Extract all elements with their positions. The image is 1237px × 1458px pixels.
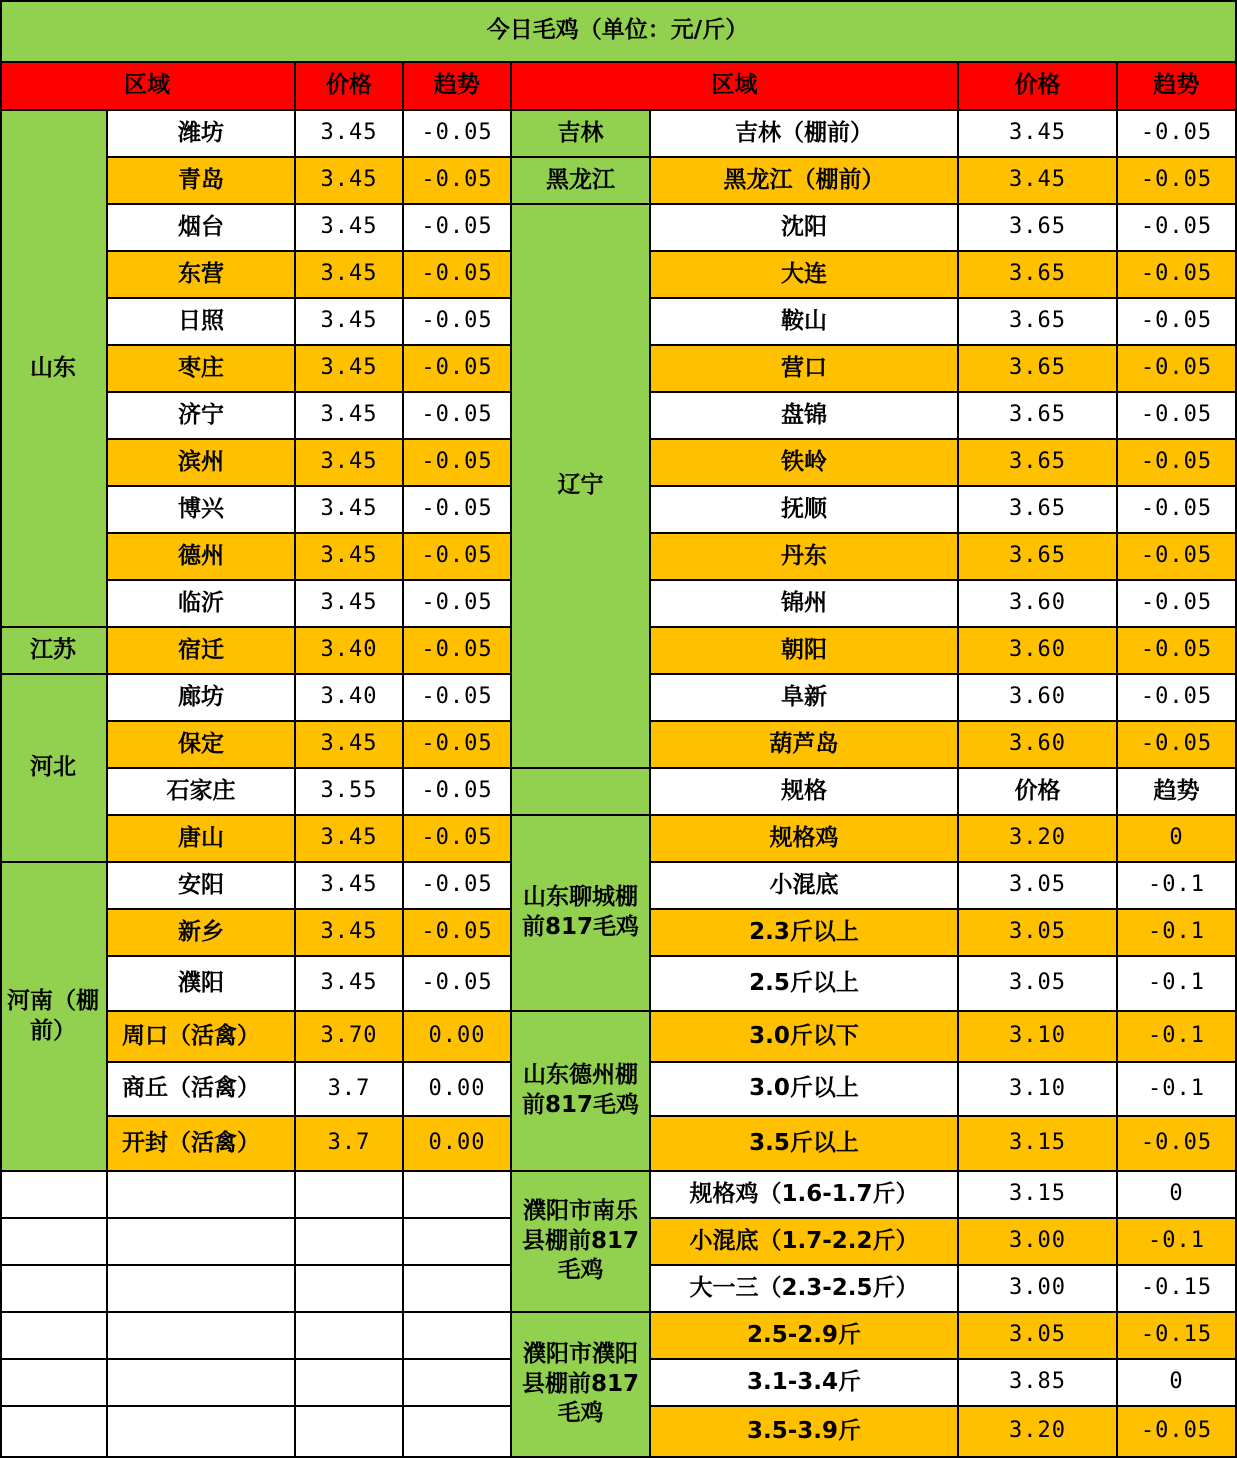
- price-cell: 3.45: [296, 863, 404, 910]
- price-cell: 3.45: [296, 440, 404, 487]
- city-cell: 日照: [108, 299, 296, 346]
- spec-cell: 阜新: [651, 675, 959, 722]
- price-cell: 3.05: [959, 863, 1118, 910]
- empty-cell: [404, 1360, 512, 1407]
- trend-cell: -0.05: [404, 863, 512, 910]
- city-cell: 东营: [108, 252, 296, 299]
- city-cell: 德州: [108, 534, 296, 581]
- price-cell: 3.40: [296, 675, 404, 722]
- trend-cell: -0.1: [1118, 957, 1237, 1012]
- spec-cell: 大一三（2.3-2.5斤）: [651, 1266, 959, 1313]
- trend-cell: 0: [1118, 816, 1237, 863]
- trend-cell: -0.05: [404, 769, 512, 816]
- spec-cell: 小混底: [651, 863, 959, 910]
- trend-cell: 0.00: [404, 1117, 512, 1172]
- price-cell: 3.45: [296, 299, 404, 346]
- trend-cell: -0.05: [404, 581, 512, 628]
- spec-cell: 3.5斤以上: [651, 1117, 959, 1172]
- trend-cell: -0.05: [404, 205, 512, 252]
- price-cell: 3.45: [959, 158, 1118, 205]
- trend-cell: -0.05: [1118, 346, 1237, 393]
- city-cell: 濮阳: [108, 957, 296, 1012]
- trend-cell: -0.05: [1118, 675, 1237, 722]
- region-cell: 山东聊城棚前817毛鸡: [512, 816, 651, 1012]
- trend-cell: -0.05: [1118, 534, 1237, 581]
- spec-cell: 抚顺: [651, 487, 959, 534]
- trend-cell: -0.1: [1118, 1063, 1237, 1117]
- price-cell: 3.45: [959, 111, 1118, 158]
- trend-cell: -0.15: [1118, 1313, 1237, 1360]
- trend-cell: -0.05: [1118, 581, 1237, 628]
- price-cell: 价格: [959, 769, 1118, 816]
- price-cell: 3.45: [296, 487, 404, 534]
- trend-cell: -0.05: [404, 346, 512, 393]
- price-cell: 3.20: [959, 816, 1118, 863]
- empty-cell: [0, 1313, 108, 1360]
- city-cell: 枣庄: [108, 346, 296, 393]
- spec-cell: 朝阳: [651, 628, 959, 675]
- spec-cell: 沈阳: [651, 205, 959, 252]
- empty-cell: [296, 1266, 404, 1313]
- price-cell: 3.45: [296, 252, 404, 299]
- price-cell: 3.65: [959, 346, 1118, 393]
- price-cell: 3.05: [959, 910, 1118, 957]
- city-cell: 周口（活禽）: [108, 1012, 296, 1063]
- price-cell: 3.45: [296, 205, 404, 252]
- empty-cell: [108, 1266, 296, 1313]
- price-cell: 3.7: [296, 1063, 404, 1117]
- header-region-right: 区域: [512, 63, 959, 111]
- spec-cell: 吉林（棚前）: [651, 111, 959, 158]
- city-cell: 廊坊: [108, 675, 296, 722]
- price-cell: 3.05: [959, 957, 1118, 1012]
- spec-cell: 盘锦: [651, 393, 959, 440]
- city-cell: 潍坊: [108, 111, 296, 158]
- header-price-right: 价格: [959, 63, 1118, 111]
- region-cell: 山东德州棚前817毛鸡: [512, 1012, 651, 1172]
- trend-cell: -0.05: [1118, 440, 1237, 487]
- spec-cell: 黑龙江（棚前）: [651, 158, 959, 205]
- spec-cell: 营口: [651, 346, 959, 393]
- city-cell: 滨州: [108, 440, 296, 487]
- price-cell: 3.45: [296, 816, 404, 863]
- trend-cell: -0.05: [404, 393, 512, 440]
- empty-cell: [404, 1172, 512, 1219]
- trend-cell: -0.05: [1118, 722, 1237, 769]
- city-cell: 济宁: [108, 393, 296, 440]
- empty-cell: [404, 1266, 512, 1313]
- spec-cell: 2.3斤以上: [651, 910, 959, 957]
- price-cell: 3.45: [296, 957, 404, 1012]
- province-cell: 山东: [0, 111, 108, 628]
- price-cell: 3.65: [959, 299, 1118, 346]
- price-cell: 3.65: [959, 205, 1118, 252]
- price-cell: 3.05: [959, 1313, 1118, 1360]
- trend-cell: -0.05: [1118, 252, 1237, 299]
- region-cell: 吉林: [512, 111, 651, 158]
- trend-cell: -0.05: [404, 158, 512, 205]
- trend-cell: -0.05: [1118, 393, 1237, 440]
- price-cell: 3.45: [296, 910, 404, 957]
- price-cell: 3.10: [959, 1012, 1118, 1063]
- empty-cell: [108, 1313, 296, 1360]
- price-cell: 3.15: [959, 1172, 1118, 1219]
- empty-cell: [0, 1266, 108, 1313]
- price-cell: 3.00: [959, 1219, 1118, 1266]
- trend-cell: 0.00: [404, 1012, 512, 1063]
- trend-cell: -0.05: [1118, 205, 1237, 252]
- empty-cell: [108, 1219, 296, 1266]
- spec-cell: 小混底（1.7-2.2斤）: [651, 1219, 959, 1266]
- city-cell: 商丘（活禽）: [108, 1063, 296, 1117]
- price-cell: 3.65: [959, 487, 1118, 534]
- page-title: 今日毛鸡（单位：元/斤）: [0, 0, 1237, 63]
- empty-cell: [0, 1172, 108, 1219]
- spec-cell: 鞍山: [651, 299, 959, 346]
- price-cell: 3.45: [296, 581, 404, 628]
- price-cell: 3.60: [959, 581, 1118, 628]
- empty-cell: [108, 1407, 296, 1458]
- trend-cell: -0.05: [404, 910, 512, 957]
- spec-cell: 2.5斤以上: [651, 957, 959, 1012]
- empty-cell: [0, 1407, 108, 1458]
- region-cell: 濮阳市南乐县棚前817毛鸡: [512, 1172, 651, 1313]
- trend-cell: -0.05: [1118, 299, 1237, 346]
- spec-cell: 2.5-2.9斤: [651, 1313, 959, 1360]
- price-cell: 3.65: [959, 440, 1118, 487]
- price-cell: 3.00: [959, 1266, 1118, 1313]
- spec-cell: 丹东: [651, 534, 959, 581]
- price-cell: 3.60: [959, 722, 1118, 769]
- price-cell: 3.45: [296, 158, 404, 205]
- trend-cell: -0.05: [1118, 487, 1237, 534]
- trend-cell: -0.1: [1118, 863, 1237, 910]
- spec-cell: 3.0斤以下: [651, 1012, 959, 1063]
- price-cell: 3.45: [296, 346, 404, 393]
- spec-cell: 大连: [651, 252, 959, 299]
- price-cell: 3.45: [296, 393, 404, 440]
- header-region-left: 区域: [0, 63, 296, 111]
- price-cell: 3.45: [296, 534, 404, 581]
- header-trend-left: 趋势: [404, 63, 512, 111]
- header-price-left: 价格: [296, 63, 404, 111]
- spec-cell: 规格鸡: [651, 816, 959, 863]
- region-cell: [512, 769, 651, 816]
- trend-cell: 趋势: [1118, 769, 1237, 816]
- region-cell: 黑龙江: [512, 158, 651, 205]
- empty-cell: [296, 1407, 404, 1458]
- empty-cell: [0, 1219, 108, 1266]
- price-cell: 3.65: [959, 393, 1118, 440]
- price-cell: 3.70: [296, 1012, 404, 1063]
- empty-cell: [0, 1360, 108, 1407]
- trend-cell: -0.05: [404, 487, 512, 534]
- spec-cell: 3.0斤以上: [651, 1063, 959, 1117]
- city-cell: 保定: [108, 722, 296, 769]
- spec-cell: 铁岭: [651, 440, 959, 487]
- trend-cell: -0.05: [404, 534, 512, 581]
- trend-cell: -0.05: [1118, 1407, 1237, 1458]
- price-cell: 3.85: [959, 1360, 1118, 1407]
- price-cell: 3.65: [959, 252, 1118, 299]
- price-cell: 3.15: [959, 1117, 1118, 1172]
- trend-cell: -0.05: [404, 440, 512, 487]
- trend-cell: -0.05: [1118, 158, 1237, 205]
- empty-cell: [296, 1172, 404, 1219]
- price-cell: 3.45: [296, 722, 404, 769]
- trend-cell: -0.05: [1118, 111, 1237, 158]
- price-cell: 3.60: [959, 675, 1118, 722]
- trend-cell: -0.1: [1118, 1012, 1237, 1063]
- price-cell: 3.10: [959, 1063, 1118, 1117]
- city-cell: 新乡: [108, 910, 296, 957]
- city-cell: 石家庄: [108, 769, 296, 816]
- province-cell: 河南（棚前）: [0, 863, 108, 1172]
- region-cell: 濮阳市濮阳县棚前817毛鸡: [512, 1313, 651, 1458]
- city-cell: 开封（活禽）: [108, 1117, 296, 1172]
- city-cell: 宿迁: [108, 628, 296, 675]
- trend-cell: 0.00: [404, 1063, 512, 1117]
- price-cell: 3.20: [959, 1407, 1118, 1458]
- empty-cell: [404, 1407, 512, 1458]
- empty-cell: [108, 1360, 296, 1407]
- price-cell: 3.60: [959, 628, 1118, 675]
- spec-cell: 葫芦岛: [651, 722, 959, 769]
- empty-cell: [404, 1219, 512, 1266]
- trend-cell: -0.15: [1118, 1266, 1237, 1313]
- empty-cell: [108, 1172, 296, 1219]
- price-cell: 3.65: [959, 534, 1118, 581]
- spec-cell: 规格: [651, 769, 959, 816]
- spec-cell: 锦州: [651, 581, 959, 628]
- price-cell: 3.40: [296, 628, 404, 675]
- trend-cell: -0.05: [1118, 1117, 1237, 1172]
- empty-cell: [404, 1313, 512, 1360]
- spec-cell: 3.5-3.9斤: [651, 1407, 959, 1458]
- trend-cell: -0.05: [404, 816, 512, 863]
- trend-cell: -0.05: [404, 675, 512, 722]
- trend-cell: -0.05: [404, 252, 512, 299]
- city-cell: 安阳: [108, 863, 296, 910]
- empty-cell: [296, 1360, 404, 1407]
- trend-cell: -0.05: [1118, 628, 1237, 675]
- city-cell: 唐山: [108, 816, 296, 863]
- trend-cell: -0.05: [404, 299, 512, 346]
- trend-cell: -0.1: [1118, 910, 1237, 957]
- city-cell: 烟台: [108, 205, 296, 252]
- trend-cell: -0.05: [404, 957, 512, 1012]
- city-cell: 临沂: [108, 581, 296, 628]
- trend-cell: 0: [1118, 1172, 1237, 1219]
- trend-cell: -0.05: [404, 722, 512, 769]
- trend-cell: -0.05: [404, 111, 512, 158]
- province-cell: 江苏: [0, 628, 108, 675]
- province-cell: 河北: [0, 675, 108, 863]
- trend-cell: -0.05: [404, 628, 512, 675]
- price-cell: 3.55: [296, 769, 404, 816]
- region-cell: 辽宁: [512, 205, 651, 769]
- spec-cell: 规格鸡（1.6-1.7斤）: [651, 1172, 959, 1219]
- trend-cell: 0: [1118, 1360, 1237, 1407]
- empty-cell: [296, 1219, 404, 1266]
- header-trend-right: 趋势: [1118, 63, 1237, 111]
- trend-cell: -0.1: [1118, 1219, 1237, 1266]
- empty-cell: [296, 1313, 404, 1360]
- price-cell: 3.45: [296, 111, 404, 158]
- city-cell: 博兴: [108, 487, 296, 534]
- spec-cell: 3.1-3.4斤: [651, 1360, 959, 1407]
- price-cell: 3.7: [296, 1117, 404, 1172]
- city-cell: 青岛: [108, 158, 296, 205]
